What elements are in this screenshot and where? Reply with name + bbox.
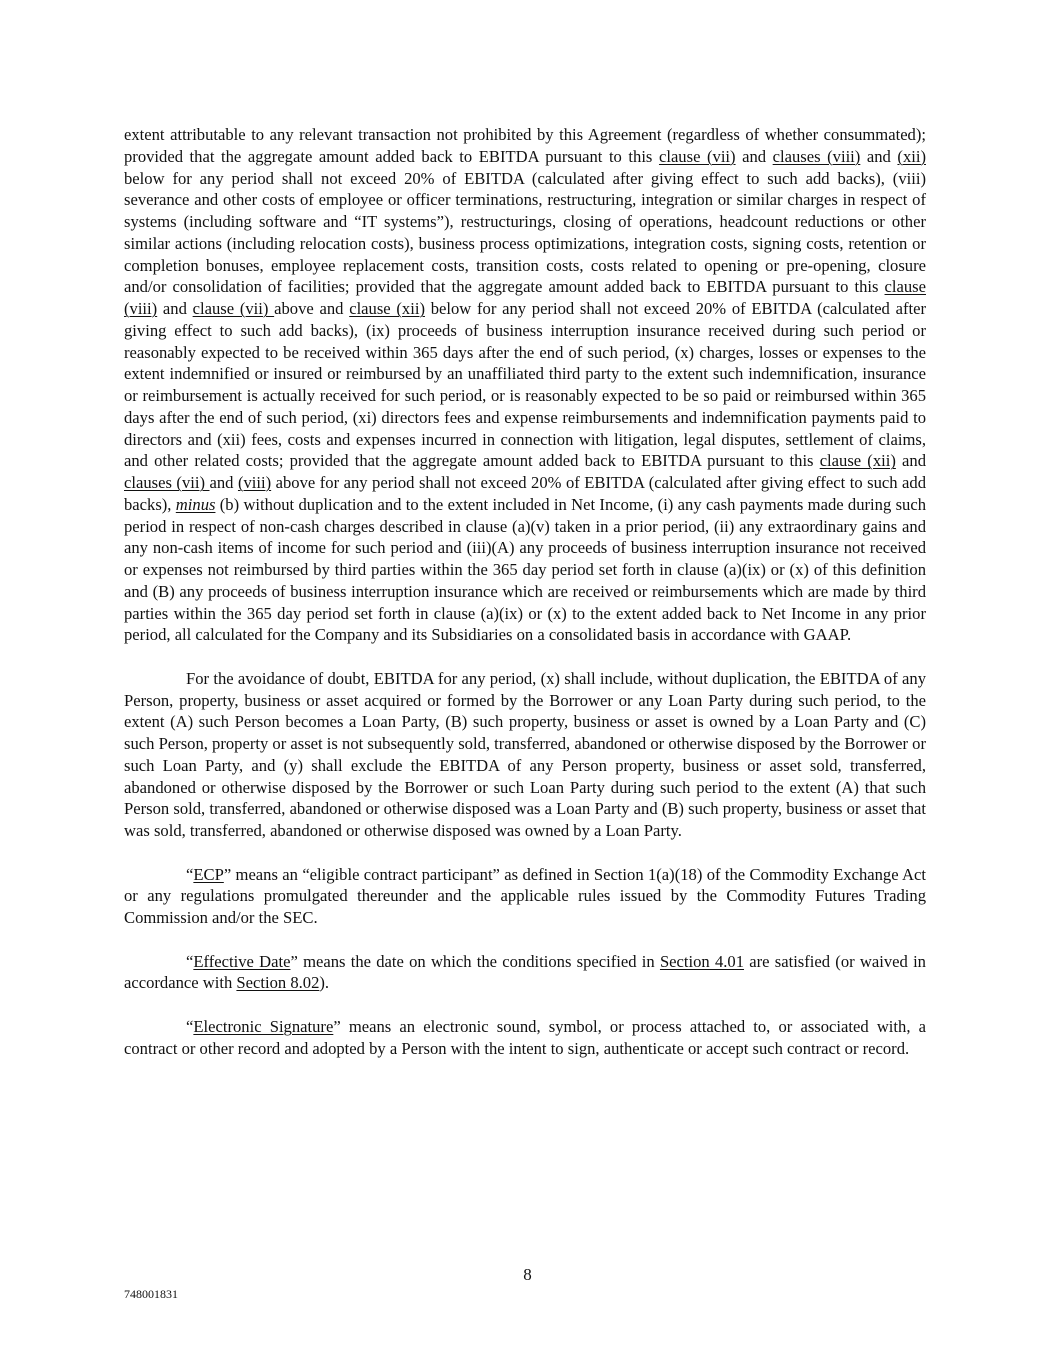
cross-reference: clause (vii) [192,299,275,318]
cross-reference: clause (vii) [658,146,736,166]
cross-reference: clause (viii) [124,277,926,318]
text-run: and [895,451,926,471]
text-run: extent attributable to any relevant transaction not prohibited by this Agreement (regardless of whether consummated); provided that the aggregate amount added back to EBITDA pursuant to this [124,125,926,166]
text-run: above and [274,299,350,318]
emphasis-term: minus [175,494,216,514]
cross-reference: clauses (viii) [772,146,861,166]
cross-reference: Section 4.01 [659,951,745,971]
text-run: ” means the date on which the conditions specified in [290,951,660,971]
text-run: ” means an “eligible contract participant” as defined in Section 1(a)(18) of the Commodity Exchange Act or any regulations promulgated thereunder and the applicable rules issued by the Commodity Futures Trading Commission and/or the SEC. [124,864,926,927]
cross-reference: (viii) [237,473,272,492]
cross-reference: clause (xii) [819,451,896,471]
cross-reference: ECP [193,864,224,884]
text-run: ). [319,973,330,993]
page-number: 8 [523,1265,532,1284]
text-run: below for any period shall not exceed 20% of EBITDA (calculated after giving effect to such add backs), (viii) severance and other costs of employee or officer terminations, restructuring, integration or similar charges in respect of systems (including software and “IT systems”), restructurings, closing of operations, headcount reductions or other similar actions (including relocation costs), business process optimizations, integration costs, signing costs, retention or completion bonuses, employee replacement costs, transition costs, costs related to opening or pre-opening, closure and/or consolidation of facilities; provided that the aggregate amount added back to EBITDA pursuant to this [124,168,926,297]
text-run: “ [186,864,194,884]
cross-reference: Effective Date [193,951,291,971]
cross-reference: (xii) [897,146,926,166]
definition-electronic-signature [124,1016,926,1060]
definition-effective-date [124,951,926,995]
text-run: For the avoidance of doubt, EBITDA for any period, (x) shall include, without duplication, the EBITDA of any Person, property, business or asset acquired or formed by the Borrower or any Loan Party during such period, to the extent (A) such Person becomes a Loan Party, (B) such property, business or asset is owned by a Loan Party and (C) such Person, property or asset is not subsequently sold, transferred, abandoned or otherwise disposed by the Borrower or such Loan Party, and (y) shall exclude the EBITDA of any Person property, business or asset sold, transferred, abandoned or otherwise disposed by the Borrower or such Loan Party during such period to the extent (A) that such Person sold, transferred, abandoned or otherwise disposed was a Loan Party and (B) such property, business or asset that was sold, transferred, abandoned or otherwise disposed was owned by a Loan Party. [124,668,926,840]
text-run: and [860,146,898,166]
text-run: (b) without duplication and to the extent included in Net Income, (i) any cash payments made during such period in respect of non-cash charges described in clause (a)(v) taken in a prior period, (ii) any extraordinary gains and any non-cash items of income for such period and (iii)(A) any proceeds of business interruption insurance not received or expenses not reimbursed by third parties within the 365 day period set forth in clause (a)(ix) or (x) of this definition and (B) any proceeds of business interruption insurance which are received or reimbursements which are made by third parties within the 365 day period set forth in clause (a)(ix) or (x) to the extent added back to Net Income in any prior period, all calculated for the Company and its Subsidiaries on a consolidated basis in accordance with GAAP. [124,494,926,645]
text-run: and [209,473,238,492]
cross-reference: Electronic Signature [193,1016,334,1036]
cross-reference: Section 8.02 [236,973,320,993]
text-run: above for any period shall not exceed 20% of EBITDA (calculated after giving effect to such add backs), [124,473,926,514]
document-id: 748001831 [124,1287,178,1301]
text-run: and [157,299,193,318]
text-run: below for any period shall not exceed 20% of EBITDA (calculated after giving effect to such add backs), (ix) proceeds of business interruption insurance received during such period or reasonably expected to be received within 365 days after the end of such period, (x) charges, losses or expenses to the extent indemnified or insured or reimbursed by an unaffiliated third party to the extent such indemnification, insurance or reimbursement is actually received for such period, or is reasonably expected to be so paid or reimbursed within 365 days after the end of such period, (xi) directors fees and expense reimbursements and indemnification payments paid to directors and (xii) fees, costs and expenses incurred in connection with litigation, legal disputes, settlement of claims, and other related costs; provided that the aggregate amount added back to EBITDA pursuant to this [124,299,926,471]
text-run: “ [186,951,194,971]
cross-reference: clause (xii) [349,299,425,318]
text-run: and [735,146,773,166]
text-run: ” means an electronic sound, symbol, or process attached to, or associated with, a contract or other record and adopted by a Person with the intent to sign, authenticate or accept such contract or record. [124,1016,926,1058]
document-page [124,124,926,1081]
definition-ecp [124,864,926,929]
text-run: are satisfied (or waived in accordance with [124,951,926,993]
cross-reference: clauses (vii) [124,473,210,492]
paragraph-ebitda-continuation [124,124,926,646]
text-run: “ [186,1016,194,1036]
paragraph-ebitda-avoidance-of-doubt [124,668,926,842]
